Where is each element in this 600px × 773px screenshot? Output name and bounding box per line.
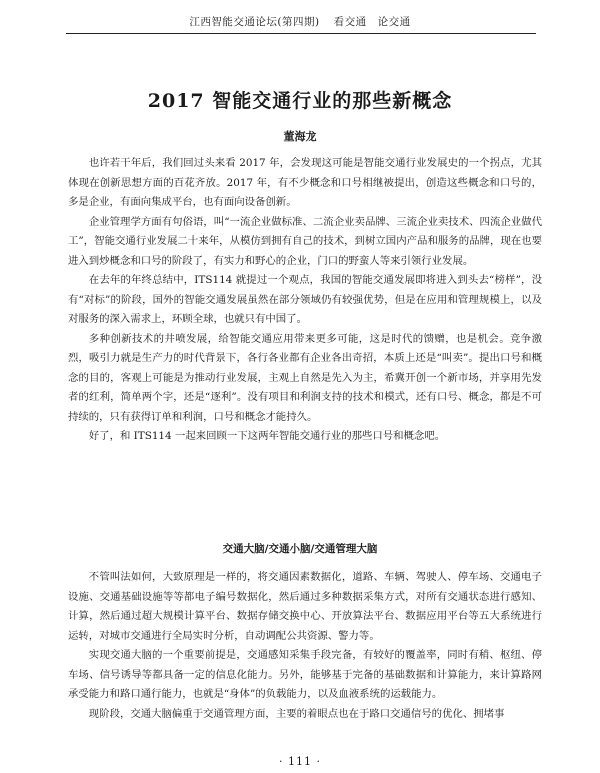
- running-header: [0, 14, 600, 29]
- section-heading: 交通大脑/交通小脑/交通管理大脑: [222, 543, 378, 555]
- paragraph: 不管叫法如何，大致原理是一样的，将交通因素数据化，道路、车辆、驾驶人、停车场、交通电子设施、交通基础设施等等都电子编号数据化，然后通过多种数据采集方式，对所有交通状态进行感知、计算，然后通过超大规模计算平台、数据存储交换中心、开放算法平台、数据应用平台等五大系统进行运转，对城市交通进行全局实时分析，自动调配公共资源、警力等。: [68, 571, 542, 642]
- header-rule: [66, 33, 536, 34]
- paragraph: 在去年的年终总结中，ITS114 就提过一个观点，我国的智能交通发展即将进入到头去“榜样”，没有“对标”的阶段，国外的智能交通发展虽然在部分领域仍有较强优势，但是在应用和管理规模上，以及对服务的深入需求上，环顾全球，也就只有中国了。: [68, 274, 542, 325]
- paragraph: 好了，和 ITS114 一起来回顾一下这两年智能交通行业的那些口号和概念吧。: [88, 430, 446, 442]
- author-name: 董海龙: [283, 130, 317, 143]
- paragraph: 也许若干年后，我们回过头来看 2017 年，会发现这可能是智能交通行业发展史的一个拐点，尤其体现在创新思想方面的百花齐放。2017 年，有不少概念和口号相继被提出，创造这些概念和口号的，多是企业，有面向集成平台，也有面向设备创新。: [68, 157, 542, 208]
- article-title: 2017 智能交通行业的那些新概念: [147, 90, 453, 112]
- page-number: · 111 ·: [279, 755, 321, 768]
- journal-title: 江西智能交通论坛(第四期): [189, 16, 320, 28]
- paragraph: 实现交通大脑的一个重要前提是，交通感知采集手段完备，有较好的覆盖率，同时有稍、枢纽、停车场、信号诱导等都具备一定的信息化能力。另外，能够基于完备的基础数据和计算能力，来计算路网承受能力和路口通行能力，也就是“身体”的负载能力，以及血液系统的运载能力。: [68, 649, 542, 700]
- paragraph: 企业管理学方面有句俗语，叫“一流企业做标准、二流企业卖品牌、三流企业卖技术、四流企业做代工”，智能交通行业发展二十来年，从模仿到拥有自己的技术，到树立国内产品和服务的品牌，现在也要进入到炒概念和口号的阶段了，有实力和野心的企业，门口的野蛮人等来引领行业发展。: [68, 215, 542, 267]
- paragraph: 多种创新技术的井喷发展，给智能交通应用带来更多可能，这是时代的馈赠，也是机会。竞争激烈，吸引力就是生产力的时代背景下，各行各业都有企业各出奇招，本质上还是“叫卖”。提出口号和概念的目的，客观上可能是为推动行业发展，主观上自然是先入为主，希冀开创一个新市场，并享用先发者的红利，简单两个字，还是“逐利”。没有项目和利润支持的技术和模式，还有口号、概念，都是不可持续的，只有获得订单和利润，口号和概念才能持久。: [68, 332, 542, 423]
- paragraph: 现阶段，交通大脑偏重于交通管理方面，主要的着眼点也在于路口交通信号的优化、拥堵事: [88, 707, 505, 720]
- intro-body: [68, 154, 542, 447]
- section-body: [68, 568, 542, 724]
- column-title: 看交通 论交通: [333, 16, 411, 28]
